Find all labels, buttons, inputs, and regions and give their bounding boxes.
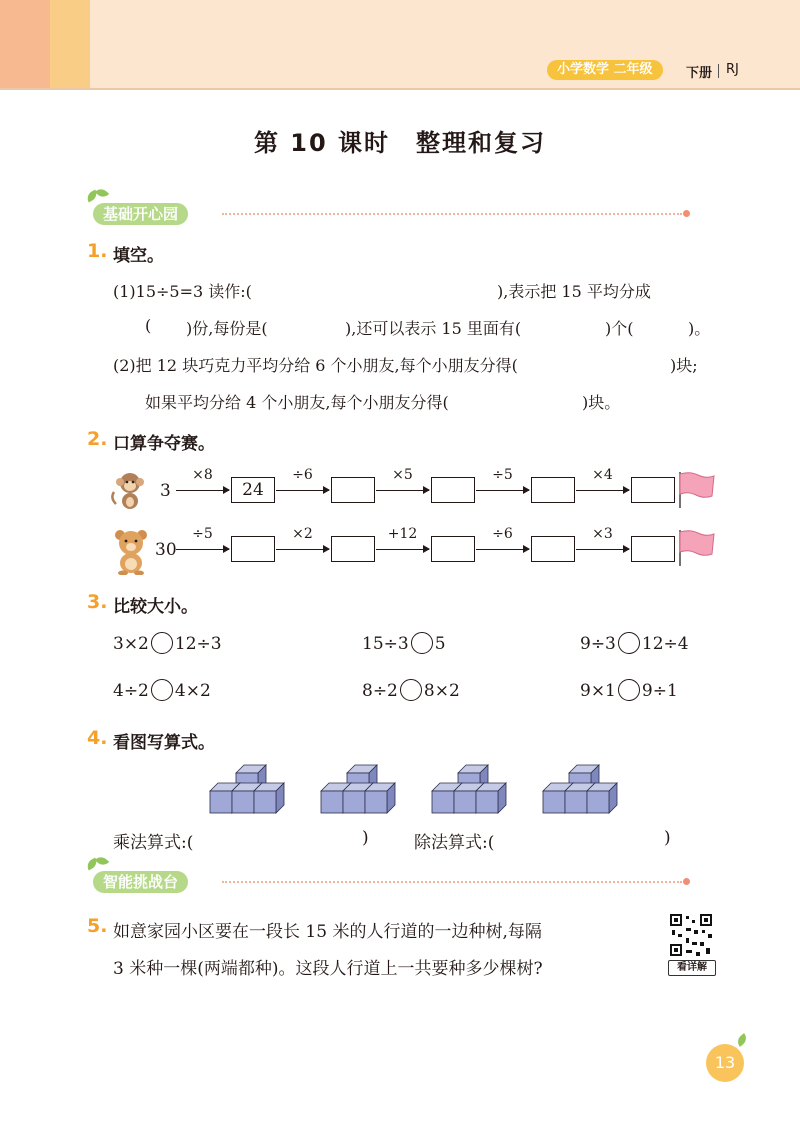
leaf-icon <box>735 1033 749 1047</box>
divider-end-dot <box>683 878 690 885</box>
leaf-icon <box>95 854 109 868</box>
compare-item: 8÷2 8×2 <box>362 681 460 701</box>
compare-circle[interactable] <box>411 632 433 654</box>
chain-arrow <box>276 549 329 550</box>
question-number: 1. <box>87 240 108 262</box>
question-title: 口算争夺赛。 <box>113 434 215 454</box>
subject-badge: 小学数学 二年级 <box>547 60 663 80</box>
answer-box[interactable]: 24 <box>231 477 275 503</box>
q1-line2-part: ),还可以表示 15 里面有( <box>345 319 522 338</box>
answer-box[interactable] <box>331 477 375 503</box>
q1-line4-left: 如果平均分给 4 个小朋友,每个小朋友分得( <box>145 393 449 412</box>
chain-operator: ×2 <box>292 526 313 542</box>
chain-arrow <box>176 490 229 491</box>
compare-circle[interactable] <box>618 632 640 654</box>
question-number: 4. <box>87 727 108 749</box>
q1-line2-paren: ( <box>145 316 152 335</box>
question-title: 比较大小。 <box>113 597 198 617</box>
chain-operator: +12 <box>387 526 418 542</box>
question-number: 2. <box>87 428 108 450</box>
lesson-number: 第 10 课时 <box>253 129 391 157</box>
chain-operator: ×4 <box>592 467 613 483</box>
monkey-icon <box>108 470 152 510</box>
compare-item: 4÷2 4×2 <box>113 681 211 701</box>
q1-line2-part: )份,每份是( <box>186 319 268 338</box>
section-header-challenge: 智能挑战台 <box>93 871 188 893</box>
chain-operator: ÷5 <box>192 526 213 542</box>
chain-operator: ×8 <box>192 467 213 483</box>
question-number: 5. <box>87 915 108 937</box>
chain-arrow <box>476 549 529 550</box>
chain-arrow <box>576 490 629 491</box>
division-label: 除法算式:( <box>414 833 495 853</box>
page-title <box>0 123 800 158</box>
multiplication-label: 乘法算式:( <box>113 833 194 853</box>
compare-circle[interactable] <box>151 632 173 654</box>
cube-figure-icon <box>208 763 290 815</box>
chain-arrow <box>376 549 429 550</box>
page-number: 13 <box>706 1044 744 1082</box>
q1-line3-right: )块; <box>670 356 698 375</box>
header-separator <box>718 64 719 78</box>
answer-box[interactable] <box>631 477 675 503</box>
q1-line1-left: (1)15÷5=3 读作:( <box>113 282 252 301</box>
dotted-divider <box>222 881 682 883</box>
bear-icon <box>110 527 152 575</box>
answer-box[interactable] <box>631 536 675 562</box>
cube-figure-icon <box>430 763 512 815</box>
chain-arrow <box>276 490 329 491</box>
header-divider <box>0 88 800 90</box>
leaf-icon <box>95 186 109 200</box>
answer-box[interactable] <box>231 536 275 562</box>
header-decor-strip <box>50 0 90 90</box>
q5-line1: 如意家园小区要在一段长 15 米的人行道的一边种树,每隔 <box>113 922 542 942</box>
q1-line4-right: )块。 <box>582 393 621 412</box>
chain-arrow <box>376 490 429 491</box>
chain1-start: 3 <box>160 481 171 501</box>
section-header-basic: 基础开心园 <box>93 203 188 225</box>
chain-arrow <box>176 549 229 550</box>
compare-item: 9×1 9÷1 <box>580 681 678 701</box>
chain-arrow <box>576 549 629 550</box>
compare-item: 3×2 12÷3 <box>113 634 222 654</box>
qr-code-icon[interactable] <box>668 912 714 958</box>
edition-label: RJ <box>726 62 739 77</box>
q1-line3-left: (2)把 12 块巧克力平均分给 6 个小朋友,每个小朋友分得( <box>113 356 518 375</box>
chain-operator: ÷6 <box>492 526 513 542</box>
compare-circle[interactable] <box>151 679 173 701</box>
compare-circle[interactable] <box>400 679 422 701</box>
view-solution-label[interactable]: 看详解 <box>668 960 716 976</box>
question-title: 填空。 <box>113 246 164 266</box>
answer-box[interactable] <box>531 536 575 562</box>
chain2-start: 30 <box>155 540 177 560</box>
divider-end-dot <box>683 210 690 217</box>
chain-arrow <box>476 490 529 491</box>
q1-line2-part: )。 <box>688 319 711 338</box>
compare-item: 15÷3 5 <box>362 634 446 654</box>
multiplication-close: ) <box>362 828 369 848</box>
compare-item: 9÷3 12÷4 <box>580 634 689 654</box>
answer-box[interactable] <box>431 536 475 562</box>
division-close: ) <box>664 828 671 848</box>
cube-figure-icon <box>541 763 623 815</box>
answer-box[interactable] <box>331 536 375 562</box>
lesson-topic: 整理和复习 <box>416 129 547 157</box>
answer-box[interactable] <box>531 477 575 503</box>
compare-circle[interactable] <box>618 679 640 701</box>
header-decor-strip <box>0 0 50 90</box>
cube-figure-icon <box>319 763 401 815</box>
volume-label: 下册 <box>686 66 713 81</box>
q5-line2: 3 米种一棵(两端都种)。这段人行道上一共要种多少棵树? <box>113 959 543 979</box>
q1-line1-right: ),表示把 15 平均分成 <box>497 282 651 301</box>
chain-operator: ÷5 <box>492 467 513 483</box>
question-title: 看图写算式。 <box>113 733 215 753</box>
q1-line2-part: )个( <box>605 319 634 338</box>
dotted-divider <box>222 213 682 215</box>
answer-box[interactable] <box>431 477 475 503</box>
chain-operator: ×3 <box>592 526 613 542</box>
finish-flag-icon <box>676 470 716 510</box>
finish-flag-icon <box>676 528 716 568</box>
question-number: 3. <box>87 591 108 613</box>
header-band <box>0 0 800 90</box>
chain-operator: ×5 <box>392 467 413 483</box>
chain-operator: ÷6 <box>292 467 313 483</box>
